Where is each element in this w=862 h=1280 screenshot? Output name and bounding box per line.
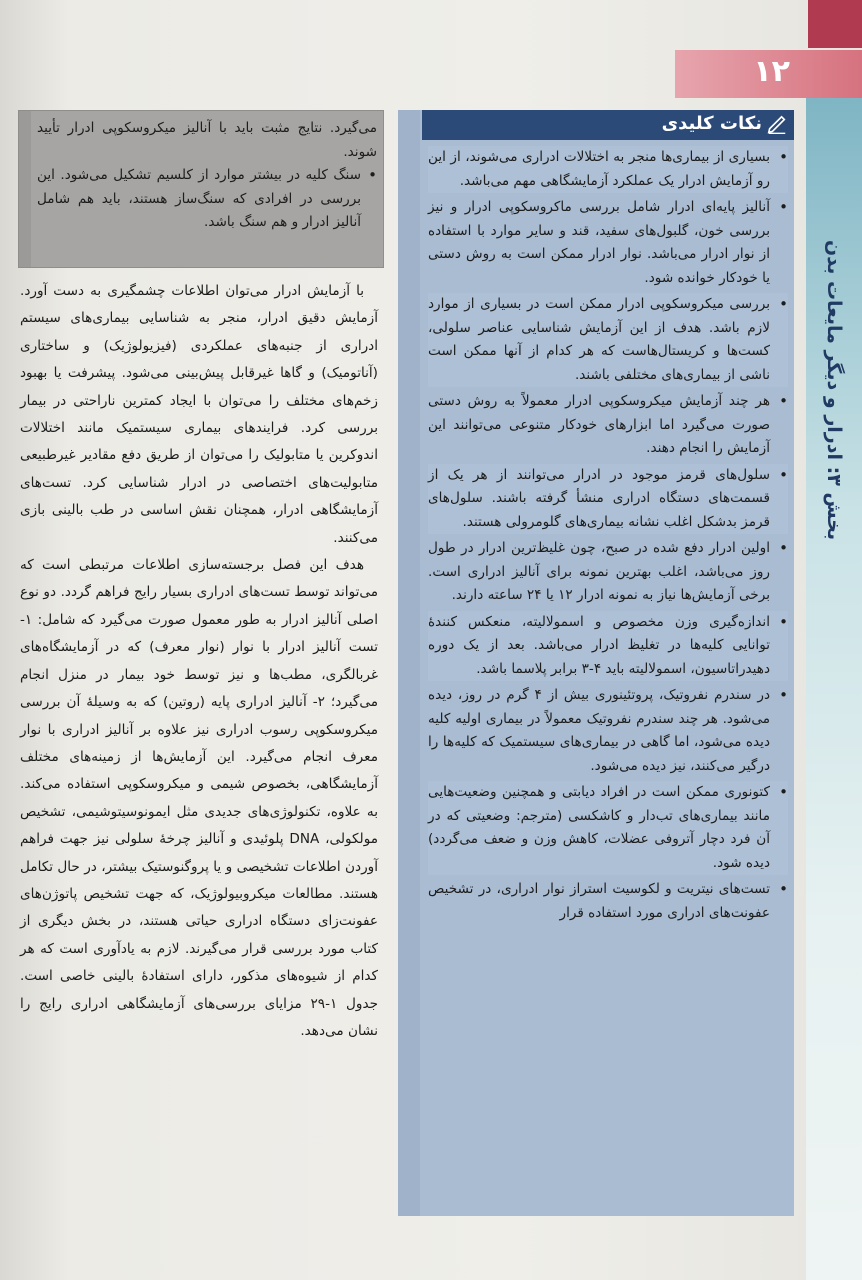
key-points-box: [398, 110, 794, 1216]
chapter-title: بخش ۳: ادرار و دیگر مایعات بدن: [823, 239, 845, 540]
continued-item: می‌گیرد. نتایج مثبت باید با آنالیز میکروسکوپی ادرار تأیید شوند.: [37, 120, 377, 160]
continued-item: • سنگ کلیه در بیشتر موارد از کلسیم تشکیل می‌شود. این بررسی در افرادی که سنگ‌ساز هستند، باید هم شامل آنالیز ادرار و هم سنگ باشد.: [37, 164, 377, 235]
key-points-list: [428, 146, 788, 928]
body-paragraph: هدف این فصل برجسته‌سازی اطلاعات مرتبطی است که می‌تواند توسط تست‌های ادراری بسیار رایج فراهم گردد. دو نوع اصلی آنالیز ادرار به طور معمول صورت می‌گیرد که شامل: ۱- تست آنالیز ادرار با نوار (نوار معرف) که در آزمایشگاه‌های غربالگری، مطب‌ها و نیز توسط خود بیمار در منزل انجام می‌گیرد؛ ۲- آنالیز ادراری پایه (روتین) که به وسیلهٔ آن بررسی میکروسکوپی رسوب ادراری نیز علاوه بر آنالیز ادراری با نوار معرف انجام می‌گیرد. این آزمایش‌ها از زمینه‌های مختلف آزمایشگاهی، بخصوص شیمی و میکروسکوپی استفاده می‌کند. به علاوه، تکنولوژی‌های جدیدی مثل ایمونوسیتوشیمی، تشخیص مولکولی، DNA پلوئیدی و آنالیز چرخهٔ سلولی نیز جهت فراهم آوردن اطلاعات تشخیصی و یا پروگنوستیک بیشتر، در حال تکامل هستند. مطالعات میکروبیولوژیک، که جهت تشخیص پاتوژن‌های عفونت‌زای دستگاه ادراری حیاتی هستند، در بخش دیگری از کتاب مورد بررسی قرار می‌گیرند. لازم به یادآوری است که هر کدام از شیوه‌های مذکور، دارای استفادهٔ بالینی خاصی است. جدول ۱-۲۹ مزایای بررسی‌های آزمایشگاهی ادراری رایج را نشان می‌دهد.: [20, 557, 379, 1039]
key-point-item: • در سندرم نفروتیک، پروتئینوری بیش از ۴ گرم در روز، دیده می‌شود. هر چند سندرم نفروتیک معمولاً در بیماری اولیه کلیه دیده می‌شود، اما گاهی در بیماری‌های سیستمیک که کلیه‌ها را درگیر می‌کنند، نیز دیده می‌شود.: [428, 684, 788, 778]
key-point-item: • کتونوری ممکن است در افراد دیابتی و همچنین وضعیت‌هایی مانند بیماری‌های تب‌دار و کاشکسی (مترجم: وضعیتی که در آن فرد دچار آتروفی عضلات، کاهش وزن و ضعف می‌گردد) دیده شود.: [428, 781, 788, 875]
page-number-band: [675, 50, 862, 98]
key-point-item: • سلول‌های قرمز موجود در ادرار می‌توانند از هر یک از قسمت‌های دستگاه ادراری منشأ گرفته باشند. سلول‌های قرمز بدشکل اغلب نشانه بیماری‌های گلومرولی هستند.: [428, 464, 788, 535]
key-point-item: • اندازه‌گیری وزن مخصوص و اسمولالیته، منعکس کنندهٔ توانایی کلیه‌ها در تغلیظ ادرار می‌باشد. بعد از یک دوره دهیدراتاسیون، اسمولالیته باید ۴-۳ برابر پلاسما باشد.: [428, 611, 788, 682]
key-points-continued-box: [18, 110, 384, 268]
body-paragraph: با آزمایش ادرار می‌توان اطلاعات چشمگیری به دست آورد. آزمایش دقیق ادرار، منجر به شناسایی بیماری‌های سیستم ادراری از جنبه‌های عملکردی (فیزیولوژیک) و ساختاری (آناتومیک) و گاها غیرقابل پیش‌بینی می‌شود. پیشرفت یا بهبود زخم‌های مختلف را می‌توان با ایجاد کمترین ناراحتی در بیمار بررسی کرد. فرایندهای بیماری سیستمیک مانند اختلالات اندوکرین یا متابولیک را می‌توان از طریق دفع مقادیر غیرطبیعی متابولیت‌های اختصاصی در ادرار شناسایی کرد. تست‌های آزمایشگاهی ادرار، همچنان نقش اساسی در طب بالینی بازی می‌کنند.: [20, 283, 378, 546]
key-point-item: • بررسی میکروسکوپی ادرار ممکن است در بسیاری از موارد لازم باشد. هدف از این آزمایش شناسایی عناصر سلولی، کست‌ها و کریستال‌هاست که هر کدام از آنها ممکن است ناشی از بیماری‌های مختلفی باشند.: [428, 293, 788, 387]
key-points-header: [422, 110, 794, 140]
key-point-item: • اولین ادرار دفع شده در صبح، چون غلیظ‌ترین ادرار در طول روز می‌باشد، اغلب بهترین نمونه برای آنالیز ادراری است. برخی آزمایش‌ها نیاز به نمونه ادرار ۱۲ یا ۲۴ ساعته دارند.: [428, 537, 788, 608]
key-point-item: • بسیاری از بیماری‌ها منجر به اختلالات ادراری می‌شوند، از این رو آزمایش ادرار یک عملکرد آزمایشگاهی مهم می‌باشد.: [428, 146, 788, 193]
continued-list: [37, 117, 377, 235]
key-points-title: نکات کلیدی: [661, 113, 762, 134]
key-point-item: • تست‌های نیتریت و لکوسیت استراز نوار ادراری، در تشخیص عفونت‌های ادراری مورد استفاده قرار: [428, 878, 788, 925]
corner-tab: [808, 0, 862, 48]
pencil-icon: [766, 114, 788, 136]
page-number: ۱۲: [753, 54, 790, 89]
key-point-item: • هر چند آزمایش میکروسکوپی ادرار معمولاً به روش دستی صورت می‌گیرد اما ابزارهای خودکار متنوعی می‌توانند این آزمایش را انجام دهند.: [428, 390, 788, 461]
body-text: [20, 278, 378, 1045]
key-point-item: • آنالیز پایه‌ای ادرار شامل بررسی ماکروسکوپی ادرار و نیز بررسی خون، گلبول‌های سفید، قند و سایر موارد با استفاده از نوار ادرار می‌باشد. نوار ادرار ممکن است به روش دستی یا خودکار خوانده شود.: [428, 196, 788, 290]
